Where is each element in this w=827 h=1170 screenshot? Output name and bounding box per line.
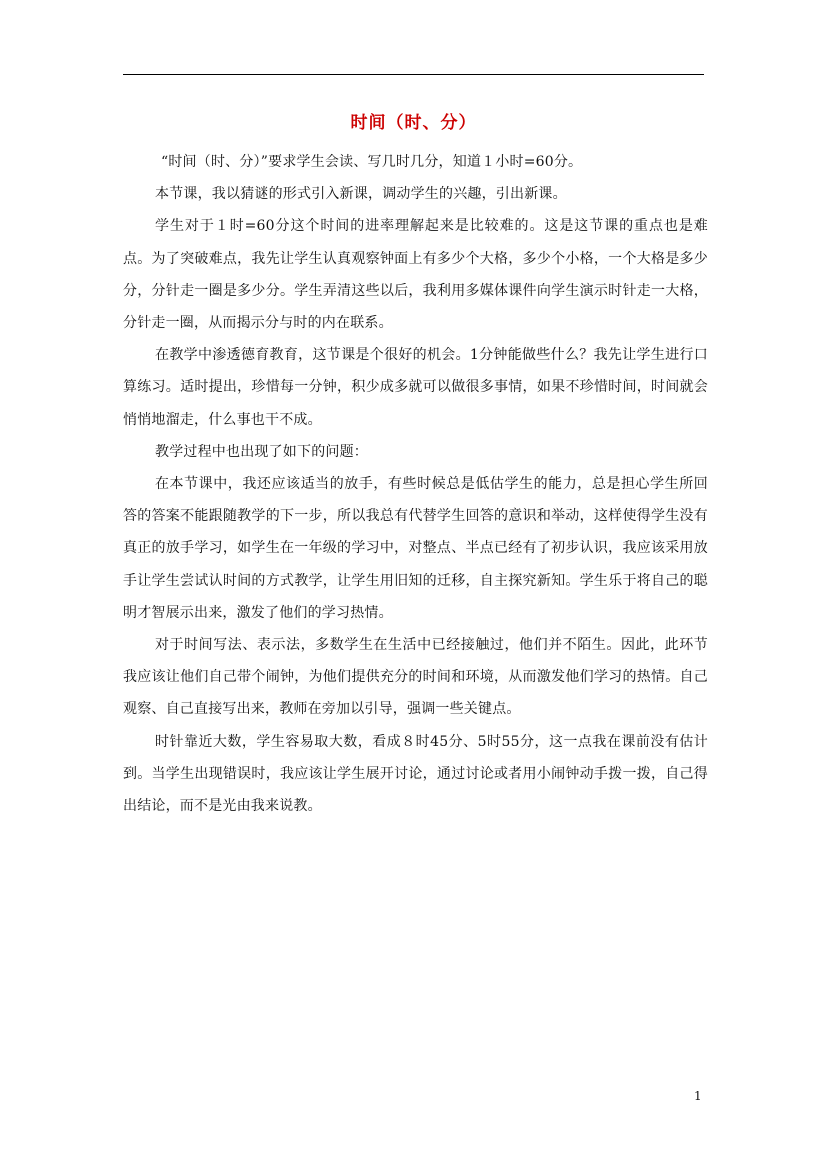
paragraph-writing-methods: 对于时间写法、表示法，多数学生在生活中已经接触过，他们并不陌生。因此，此环节我应该让他们自己带个闹钟，为他们提供充分的时间和环境，从而激发他们学习的热情。自己观察、自己直接写出来，教师在旁加以引导，强调一些关键点。 bbox=[123, 637, 708, 718]
paragraph-lesson-intro: 本节课，我以猜谜的形式引入新课，调动学生的兴趣，引出新课。 bbox=[155, 186, 567, 203]
paragraph-hour-hand: 时针靠近大数，学生容易取大数，看成８时45分、5时55分，这一点我在课前没有估计到。当学生出现错误时，我应该让学生展开讨论，通过讨论或者用小闹钟动手拨一拨，自己得出结论，而不是光由我来说教。 bbox=[123, 733, 708, 815]
page-number: 1 bbox=[694, 1089, 702, 1103]
document-body bbox=[123, 146, 708, 822]
document-title: 时间（时、分） bbox=[350, 113, 477, 133]
header-rule bbox=[123, 74, 704, 75]
paragraph-letting-go: 在本节课中，我还应该适当的放手，有些时候总是低估学生的能力，总是担心学生所回答的答案不能跟随教学的下一步，所以我总有代替学生回答的意识和举动，这样使得学生没有真正的放手学习，如学生在一年级的学习中，对整点、半点已经有了初步认识，我应该采用放手让学生尝试认时间的方式教学，让学生用旧知的迁移，自主探究新知。学生乐于将自己的聪明才智展示出来，激发了他们的学习热情。 bbox=[123, 476, 708, 621]
paragraph-key-difficulty: 学生对于１时=60分这个时间的进率理解起来是比较难的。这是这节课的重点也是难点。为了突破难点，我先让学生认真观察钟面上有多少个大格，多少个小格，一个大格是多少分，分针走一圈是多少分。学生弄清这些以后，我利用多媒体课件向学生演示时针走一大格，分针走一圈，从而揭示分与时的内在联系。 bbox=[123, 218, 708, 332]
paragraph-problems-heading: 教学过程中也出现了如下的问题： bbox=[155, 443, 368, 460]
paragraph-moral-education: 在教学中渗透德育教育，这节课是个很好的机会。1分钟能做些什么？我先让学生进行口算练习。适时提出，珍惜每一分钟，积少成多就可以做很多事情，如果不珍惜时间，时间就会悄悄地溜走，什么事也干不成。 bbox=[123, 347, 708, 428]
paragraph-intro: “时间（时、分）”要求学生会读、写几时几分，知道１小时=60分。 bbox=[161, 154, 583, 170]
